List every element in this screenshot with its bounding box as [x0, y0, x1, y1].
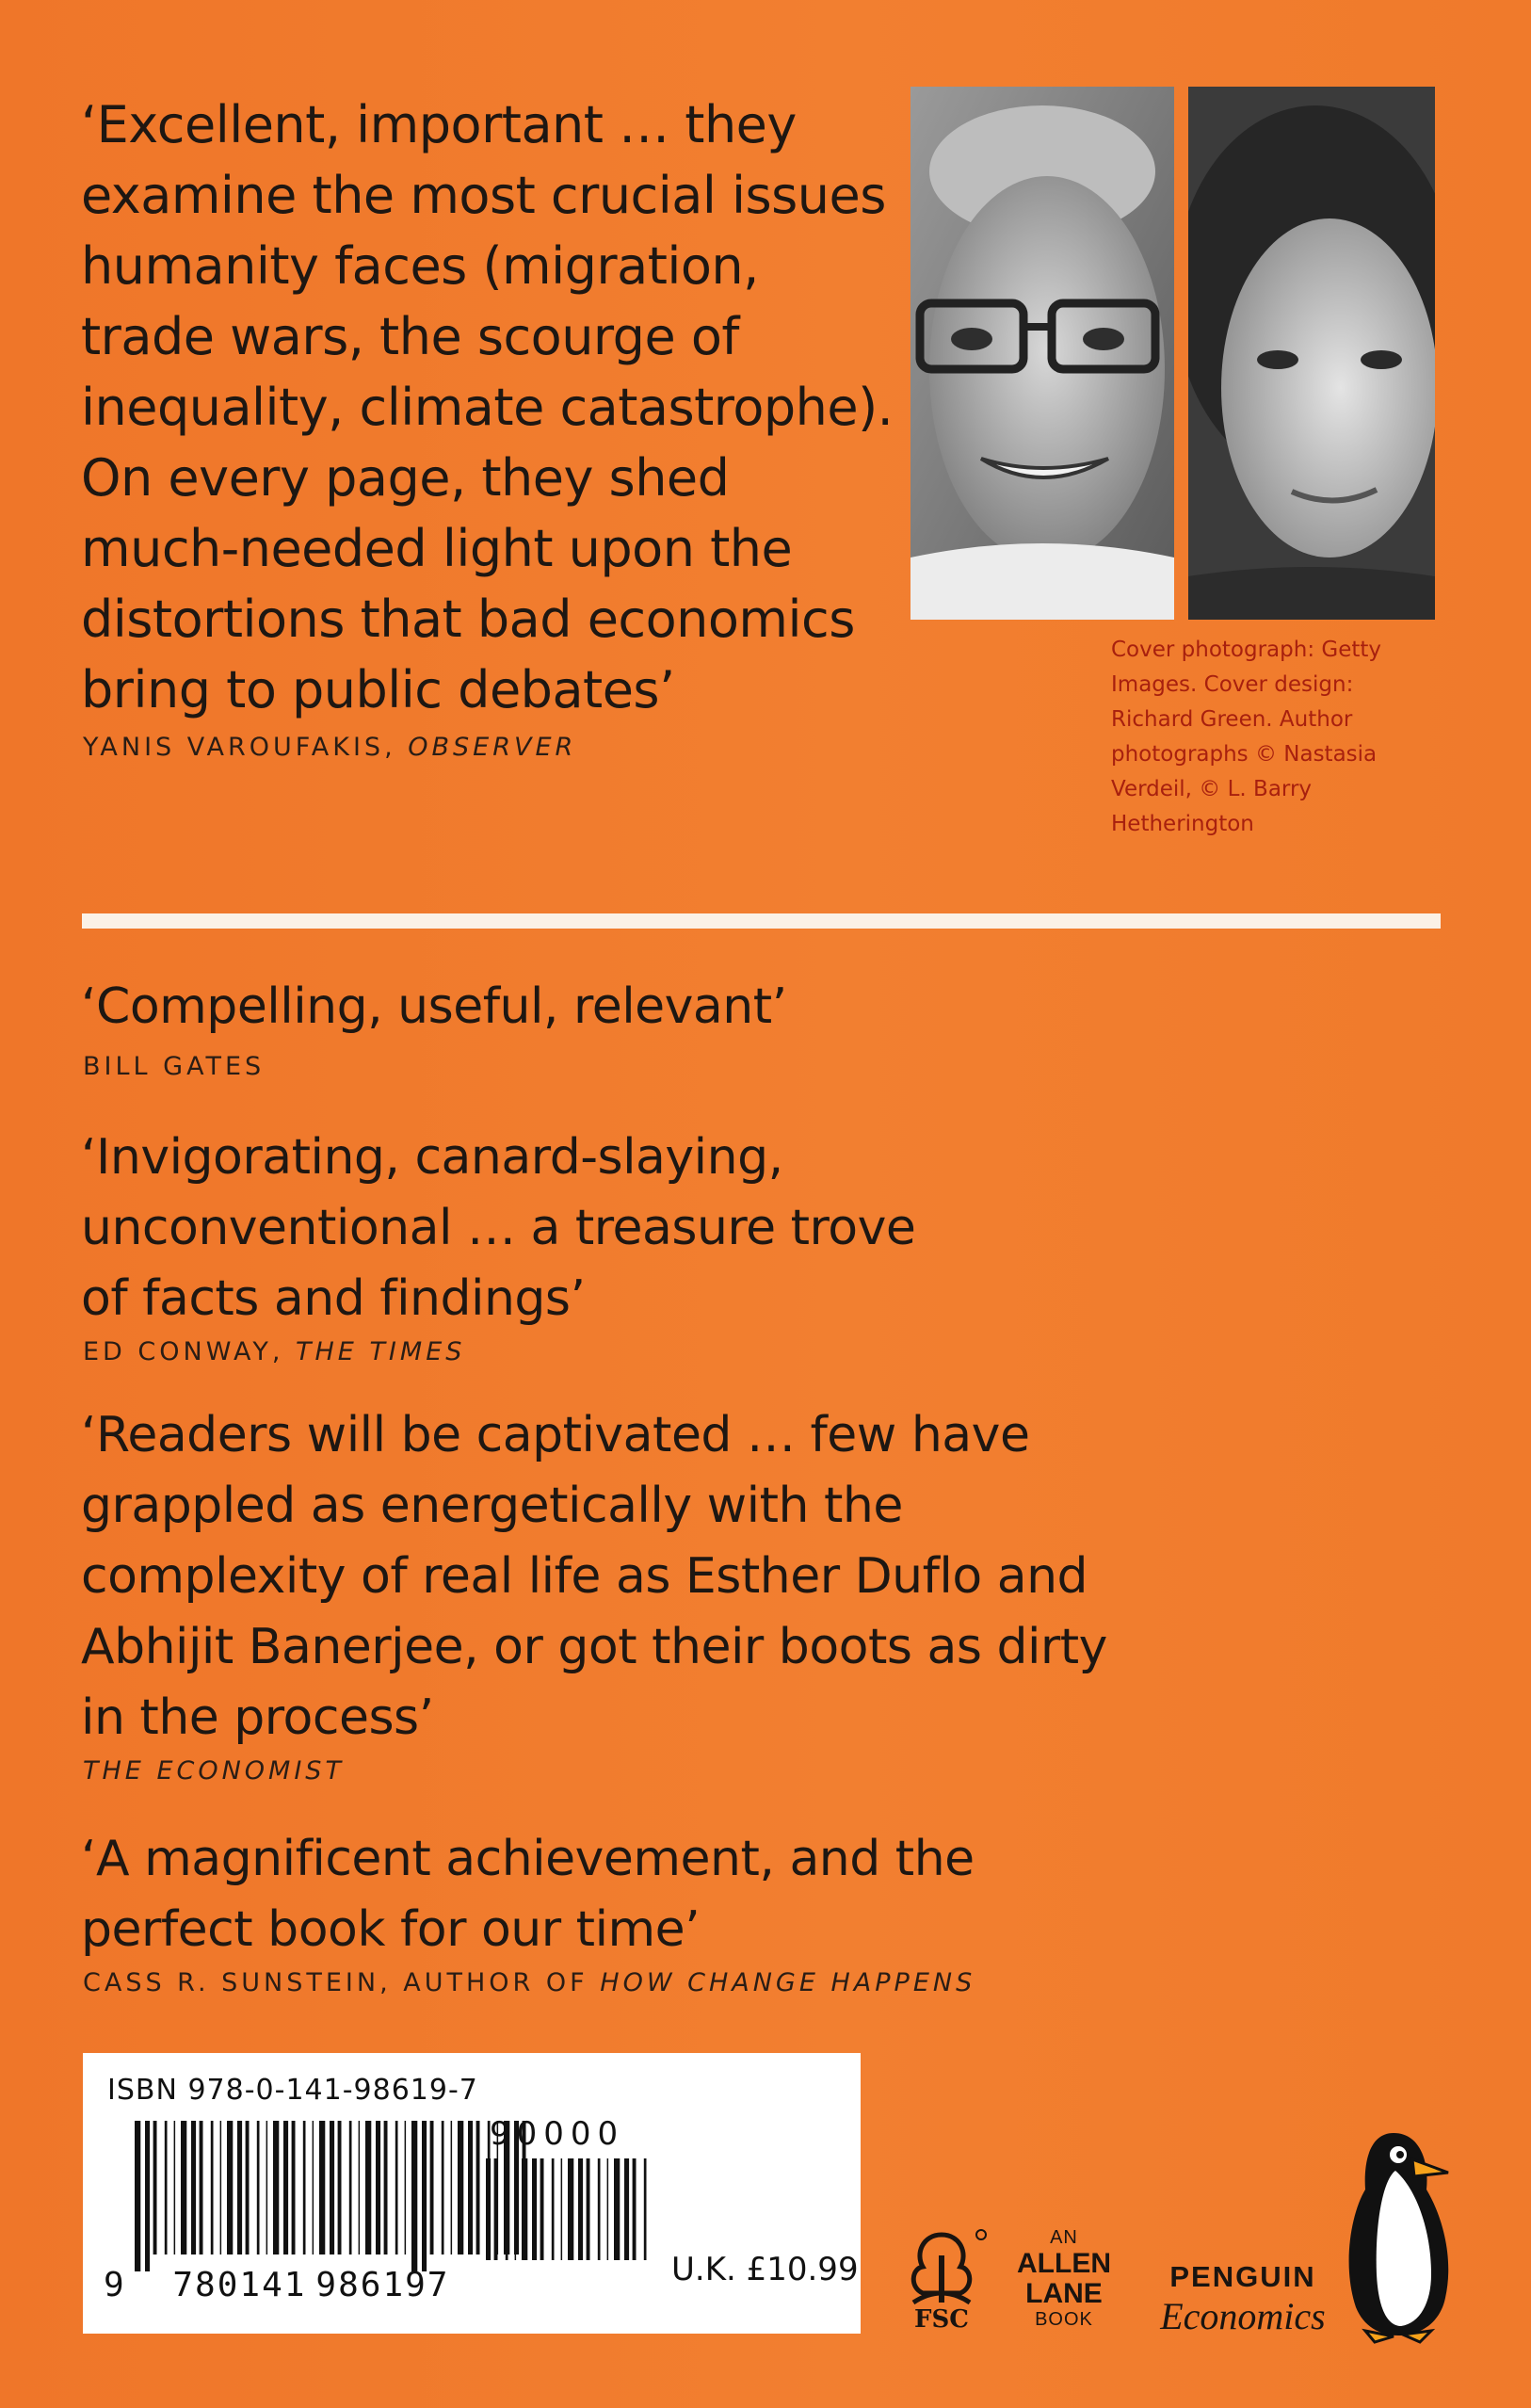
- barcode-bar: [515, 2158, 517, 2260]
- attribution-name: YANIS VAROUFAKIS,: [83, 733, 396, 762]
- penguin-word: PENGUIN: [1169, 2260, 1316, 2293]
- barcode-bar: [330, 2121, 334, 2254]
- barcode-bar: [624, 2158, 629, 2260]
- barcode-bar: [395, 2121, 398, 2254]
- quote-line: ‘Excellent, important … they: [81, 95, 797, 154]
- price-label: U.K. £10.99: [671, 2251, 859, 2288]
- quote-line: On every page, they shed: [81, 448, 730, 508]
- barcode-bar: [174, 2121, 176, 2254]
- penguin-icon: [1337, 2124, 1459, 2345]
- quote-line: of facts and findings’: [81, 1270, 586, 1327]
- barcode-bar: [578, 2158, 583, 2260]
- barcode-bar: [568, 2158, 573, 2260]
- divider-rule: [82, 913, 1441, 929]
- credit-line: photographs © Nastasia: [1111, 742, 1378, 767]
- quote-line: trade wars, the scourge of: [81, 307, 739, 366]
- quote-line: Abhijit Banerjee, or got their boots as dirty: [81, 1619, 1107, 1675]
- barcode-bar: [376, 2121, 380, 2254]
- barcode-bar: [384, 2121, 388, 2254]
- ean-barcode: [135, 2121, 530, 2271]
- barcode-bar: [411, 2121, 417, 2271]
- ean-digits: [104, 2266, 449, 2304]
- quote-sunstein: [81, 1824, 975, 1965]
- attribution-varoufakis: [83, 733, 576, 762]
- allen-an: AN: [1050, 2227, 1078, 2248]
- barcode-bar: [211, 2121, 214, 2254]
- barcode-bar: [442, 2121, 444, 2254]
- barcode-bar: [405, 2121, 407, 2254]
- barcode-bar: [587, 2158, 590, 2260]
- attribution-conway: [83, 1337, 465, 1366]
- attribution-source: OBSERVER: [408, 733, 577, 762]
- quote-line: grappled as energetically with the: [81, 1478, 903, 1534]
- barcode-bar: [349, 2121, 352, 2254]
- author-photo-banerjee: [911, 87, 1174, 620]
- credit-line: Hetherington: [1111, 812, 1254, 836]
- quote-line: ‘Invigorating, canard-slaying,: [81, 1129, 783, 1186]
- barcode-bar: [303, 2121, 306, 2254]
- quote-economist: [81, 1400, 1107, 1753]
- quote-line: ‘Readers will be captivated … few have: [81, 1407, 1030, 1463]
- quote-line: humanity faces (migration,: [81, 236, 759, 296]
- quote-line: bring to public debates’: [81, 660, 675, 719]
- barcode-bar: [430, 2121, 434, 2254]
- ean-group-1: 780141: [172, 2266, 307, 2304]
- barcode-bar: [237, 2121, 242, 2254]
- attribution-source: THE TIMES: [296, 1337, 466, 1366]
- attribution-sunstein: [83, 1968, 975, 1997]
- addon-barcode: [486, 2158, 648, 2277]
- quote-line: ‘Compelling, useful, relevant’: [81, 978, 787, 1035]
- attribution-name: ED CONWAY,: [83, 1337, 284, 1366]
- credit-line: Verdeil, © L. Barry: [1111, 777, 1313, 801]
- quote-line: complexity of real life as Esther Duflo and: [81, 1548, 1088, 1605]
- credit-line: Cover photograph: Getty: [1111, 638, 1382, 662]
- barcode-bar: [319, 2121, 325, 2254]
- attribution-source: HOW CHANGE HAPPENS: [600, 1968, 976, 1997]
- barcode-bar: [486, 2158, 491, 2260]
- barcode-bar: [220, 2121, 222, 2254]
- barcode-bar: [266, 2121, 268, 2254]
- barcode-bar: [273, 2121, 279, 2254]
- quote-varoufakis: [81, 89, 928, 725]
- barcode-bar: [181, 2121, 186, 2254]
- attribution-gates: [83, 1052, 265, 1081]
- quote-line: inequality, climate catastrophe).: [81, 378, 894, 437]
- barcode-bar: [561, 2158, 563, 2260]
- attribution-name: BILL GATES: [83, 1052, 266, 1081]
- allen-allen: ALLEN: [1017, 2248, 1111, 2279]
- barcode-bar: [165, 2121, 168, 2254]
- barcode-bar: [292, 2121, 296, 2254]
- attribution-source: THE ECONOMIST: [83, 1756, 345, 1786]
- quote-line: distortions that bad economics: [81, 590, 855, 649]
- allen-book: BOOK: [1035, 2309, 1093, 2330]
- barcode-bar: [227, 2121, 233, 2254]
- ean-group-2: 986197: [315, 2266, 450, 2304]
- ean-first-digit: 9: [104, 2266, 126, 2304]
- barcode-bar: [283, 2121, 288, 2254]
- barcode-bar: [451, 2121, 453, 2254]
- quote-line: examine the most crucial issues: [81, 166, 886, 225]
- barcode-bar: [532, 2158, 537, 2260]
- barcode-bar: [313, 2121, 314, 2254]
- credit-line: Richard Green. Author: [1111, 707, 1353, 732]
- quote-gates: [81, 972, 787, 1042]
- quote-line: ‘A magnificent achievement, and the: [81, 1831, 975, 1887]
- barcode-bar: [135, 2121, 140, 2271]
- quote-line: unconventional … a treasure trove: [81, 1200, 916, 1256]
- barcode-bar: [540, 2158, 544, 2260]
- barcode-bar: [422, 2121, 427, 2271]
- barcode-panel: [83, 2053, 861, 2334]
- quote-line: perfect book for our time’: [81, 1901, 701, 1958]
- barcode-bar: [257, 2121, 260, 2254]
- barcode-bar: [468, 2121, 473, 2254]
- barcode-bar: [200, 2121, 203, 2254]
- barcode-bar: [476, 2121, 480, 2254]
- barcode-bar: [458, 2121, 463, 2254]
- allen-lane: LANE: [1025, 2278, 1103, 2309]
- barcode-bar: [365, 2121, 371, 2254]
- barcode-bar: [598, 2158, 601, 2260]
- attribution-name: CASS R. SUNSTEIN, AUTHOR OF: [83, 1968, 588, 1997]
- barcode-bar: [246, 2121, 250, 2254]
- penguin-economics-label: [1135, 2260, 1351, 2338]
- barcode-bar: [644, 2158, 647, 2260]
- barcode-bar: [191, 2121, 196, 2254]
- barcode-bar: [633, 2158, 637, 2260]
- allen-lane-logo: [1012, 2227, 1116, 2331]
- barcode-bar: [614, 2158, 620, 2260]
- quote-line: in the process’: [81, 1689, 434, 1746]
- barcode-bar: [494, 2158, 498, 2260]
- author-photo-duflo: [1188, 87, 1435, 620]
- addon-digits: 90000: [490, 2115, 625, 2153]
- quote-conway: [81, 1123, 915, 1334]
- quote-line: much-needed light upon the: [81, 519, 793, 578]
- barcode-bar: [153, 2121, 157, 2254]
- barcode-bar: [506, 2158, 508, 2260]
- fsc-label: FSC: [914, 2305, 969, 2334]
- attribution-economist: [83, 1756, 345, 1786]
- barcode-bar: [359, 2121, 361, 2254]
- barcode-bar: [338, 2121, 342, 2254]
- isbn-number: ISBN 978-0-141-98619-7: [107, 2074, 478, 2107]
- barcode-bar: [145, 2121, 150, 2271]
- credit-line: Images. Cover design:: [1111, 672, 1354, 697]
- barcode-bar: [522, 2158, 527, 2260]
- barcode-bar: [552, 2158, 555, 2260]
- cover-credits: [1111, 633, 1422, 842]
- economics-word: Economics: [1160, 2295, 1326, 2337]
- barcode-bar: [607, 2158, 609, 2260]
